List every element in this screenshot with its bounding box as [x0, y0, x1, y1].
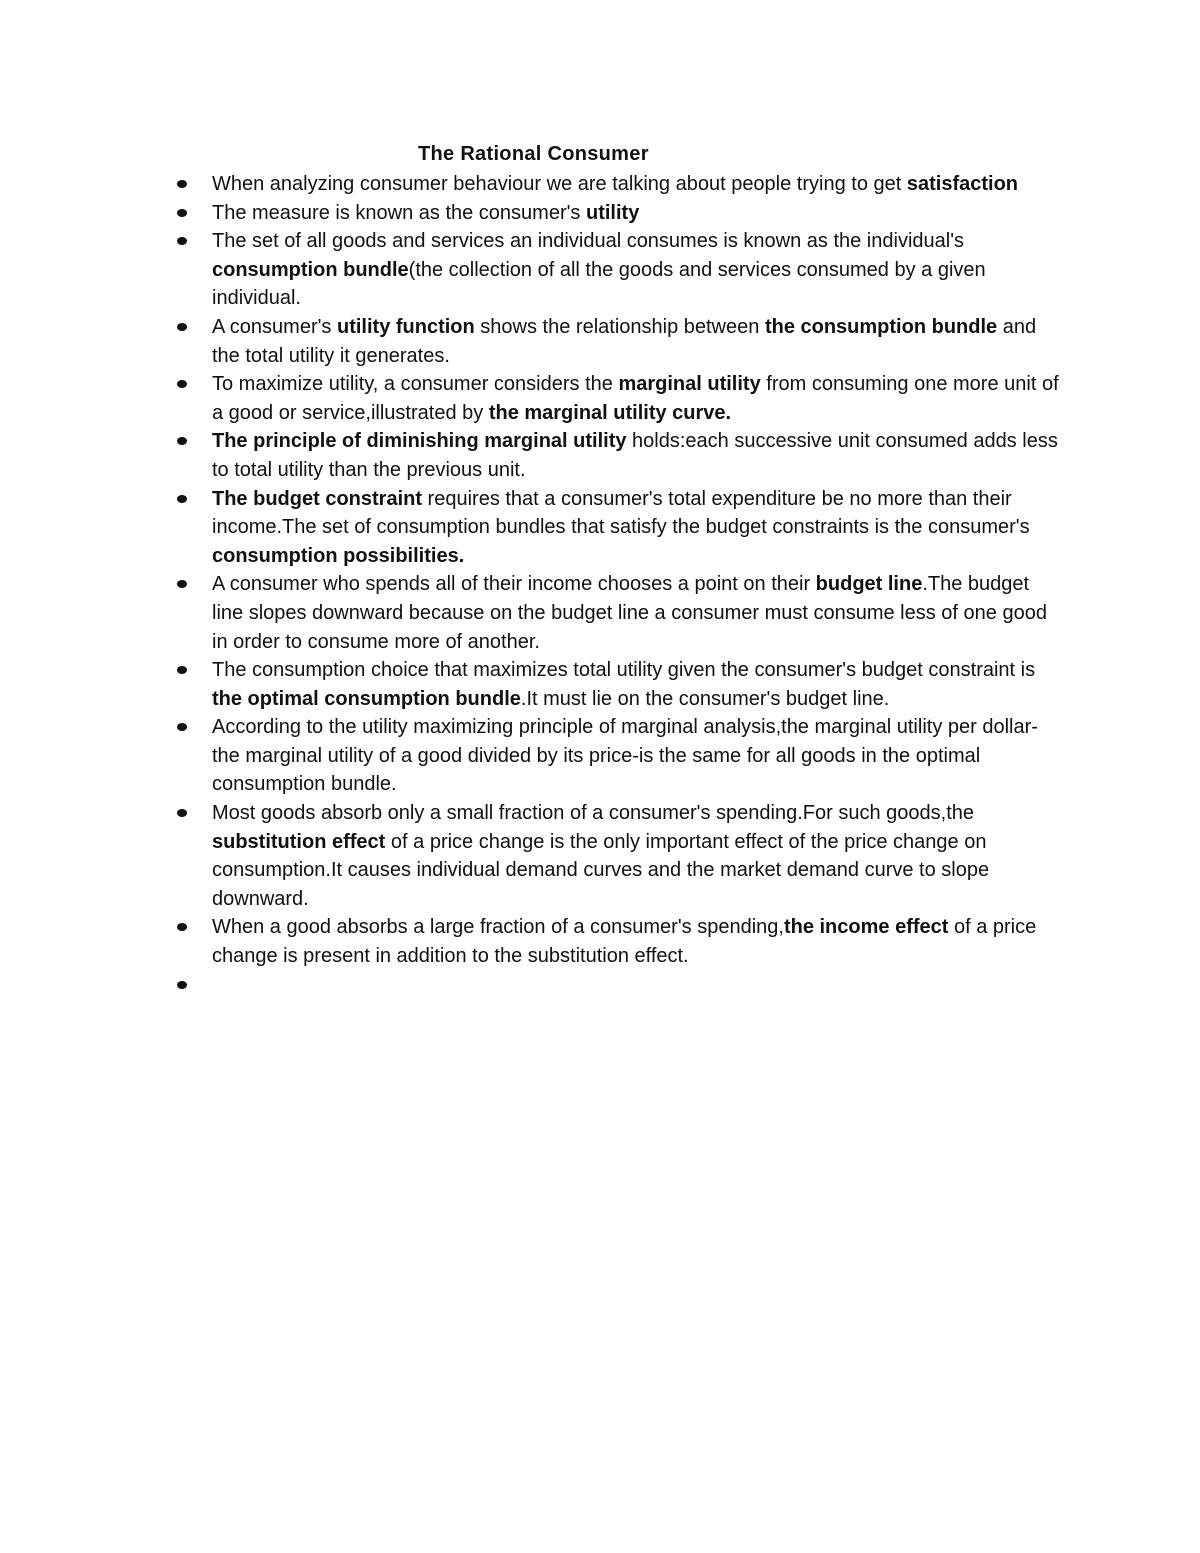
- bold-term: utility function: [336, 315, 475, 338]
- bold-term: The budget constraint: [212, 487, 422, 510]
- bullet-text: [212, 230, 986, 309]
- bullet-text: [212, 373, 1059, 424]
- text-run: of a price change is the only important effect of the price change on consumption.It causes individual demand curves and the market demand curve to slope downward.: [212, 830, 990, 910]
- text-run: holds:each successive unit consumed adds less to total utility than the previous unit.: [212, 430, 1058, 481]
- bullet-item: [0, 313, 1060, 370]
- bullet-dot-icon: [177, 809, 187, 817]
- bold-term: budget line: [815, 573, 923, 596]
- bullet-dot-icon: [177, 981, 187, 989]
- bullet-text: [212, 659, 1035, 710]
- bullet-dot-icon: [177, 723, 187, 731]
- text-run: According to the utility maximizing principle of marginal analysis,the marginal utility per dollar-the marginal utility of a good divided by its price-is the same for all goods in the optimal consumption bundle.: [212, 716, 1038, 796]
- bullet-item: [0, 427, 1060, 484]
- bold-term: the marginal utility curve.: [488, 401, 732, 424]
- bullet-text: [212, 173, 1018, 195]
- bold-term: marginal utility: [618, 373, 761, 396]
- bold-term: the optimal consumption bundle: [212, 687, 521, 710]
- bullet-text: [212, 488, 1030, 567]
- empty-bullet-line: [212, 971, 1060, 1000]
- bullet-dot-icon: [177, 923, 187, 931]
- bullet-dot-icon: [177, 666, 187, 674]
- bullet-dot-icon: [177, 237, 187, 245]
- bullet-item: [0, 713, 1060, 799]
- text-run: A consumer who spends all of their income chooses a point on their: [212, 573, 816, 596]
- bullet-item: [0, 799, 1060, 913]
- bold-term: The principle of diminishing marginal utility: [212, 430, 627, 453]
- bullet-text: [212, 916, 1036, 967]
- bullet-dot-icon: [177, 580, 187, 588]
- bullet-dot-icon: [177, 495, 187, 503]
- text-run: To maximize utility, a consumer considers the: [212, 373, 619, 396]
- bullet-dot-icon: [177, 323, 187, 331]
- bullet-text: [212, 316, 1036, 367]
- bullet-item: [0, 913, 1060, 970]
- bullet-item: [0, 227, 1060, 313]
- bold-term: consumption possibilities.: [212, 544, 465, 567]
- bullet-text: [212, 202, 639, 224]
- document-title: The Rational Consumer: [418, 143, 649, 165]
- bold-term: substitution effect: [212, 830, 386, 853]
- bullet-dot-icon: [177, 209, 187, 217]
- bullet-list: [0, 170, 1200, 999]
- text-run: A consumer's: [212, 315, 337, 338]
- text-run: The consumption choice that maximizes total utility given the consumer's budget constraint is: [212, 659, 1036, 682]
- bullet-item: [0, 485, 1060, 571]
- text-run: Most goods absorb only a small fraction of a consumer's spending.For such goods,the: [212, 802, 975, 825]
- text-run: requires that a consumer's total expenditure be no more than their income.The set of consumption bundles that satisfy the budget constraints is the consumer's: [212, 487, 1030, 539]
- bullet-item: [0, 656, 1060, 713]
- bullet-text: [212, 802, 989, 910]
- bold-term: satisfaction: [906, 173, 1019, 195]
- bold-term: consumption bundle: [212, 258, 409, 281]
- text-run: (the collection of all the goods and services consumed by a given individual.: [212, 258, 986, 310]
- bullet-item: [0, 971, 1060, 1000]
- bullet-text: [212, 716, 1038, 795]
- bullet-dot-icon: [177, 380, 187, 388]
- text-run: from consuming one more unit of a good or service,illustrated by: [212, 373, 1059, 424]
- text-run: The set of all goods and services an individual consumes is known as the individual's: [212, 230, 965, 253]
- bold-term: the consumption bundle: [764, 315, 998, 338]
- text-run: .The budget line slopes downward because on the budget line a consumer must consume less of one good in order to consume more of another.: [212, 573, 1047, 653]
- bullet-text: [212, 430, 1058, 481]
- text-run: of a price change is present in addition to the substitution effect.: [212, 916, 1037, 968]
- bullet-item: [0, 370, 1060, 427]
- bold-term: utility: [585, 201, 640, 224]
- bullet-item: [0, 170, 1060, 199]
- bullet-item: [0, 570, 1060, 656]
- text-run: When analyzing consumer behaviour we are talking about people trying to get: [212, 173, 907, 195]
- text-run: The measure is known as the consumer's: [212, 201, 586, 224]
- text-run: .It must lie on the consumer's budget line.: [520, 687, 890, 710]
- bullet-dot-icon: [177, 180, 187, 188]
- text-run: and the total utility it generates.: [212, 315, 1037, 367]
- bullet-dot-icon: [177, 437, 187, 445]
- text-run: When a good absorbs a large fraction of a consumer's spending,: [212, 916, 784, 939]
- bullet-item: [0, 199, 1060, 228]
- bullet-text: [212, 573, 1047, 652]
- bullet-text: [212, 971, 1060, 1000]
- text-run: shows the relationship between: [474, 315, 765, 338]
- bold-term: the income effect: [783, 916, 949, 939]
